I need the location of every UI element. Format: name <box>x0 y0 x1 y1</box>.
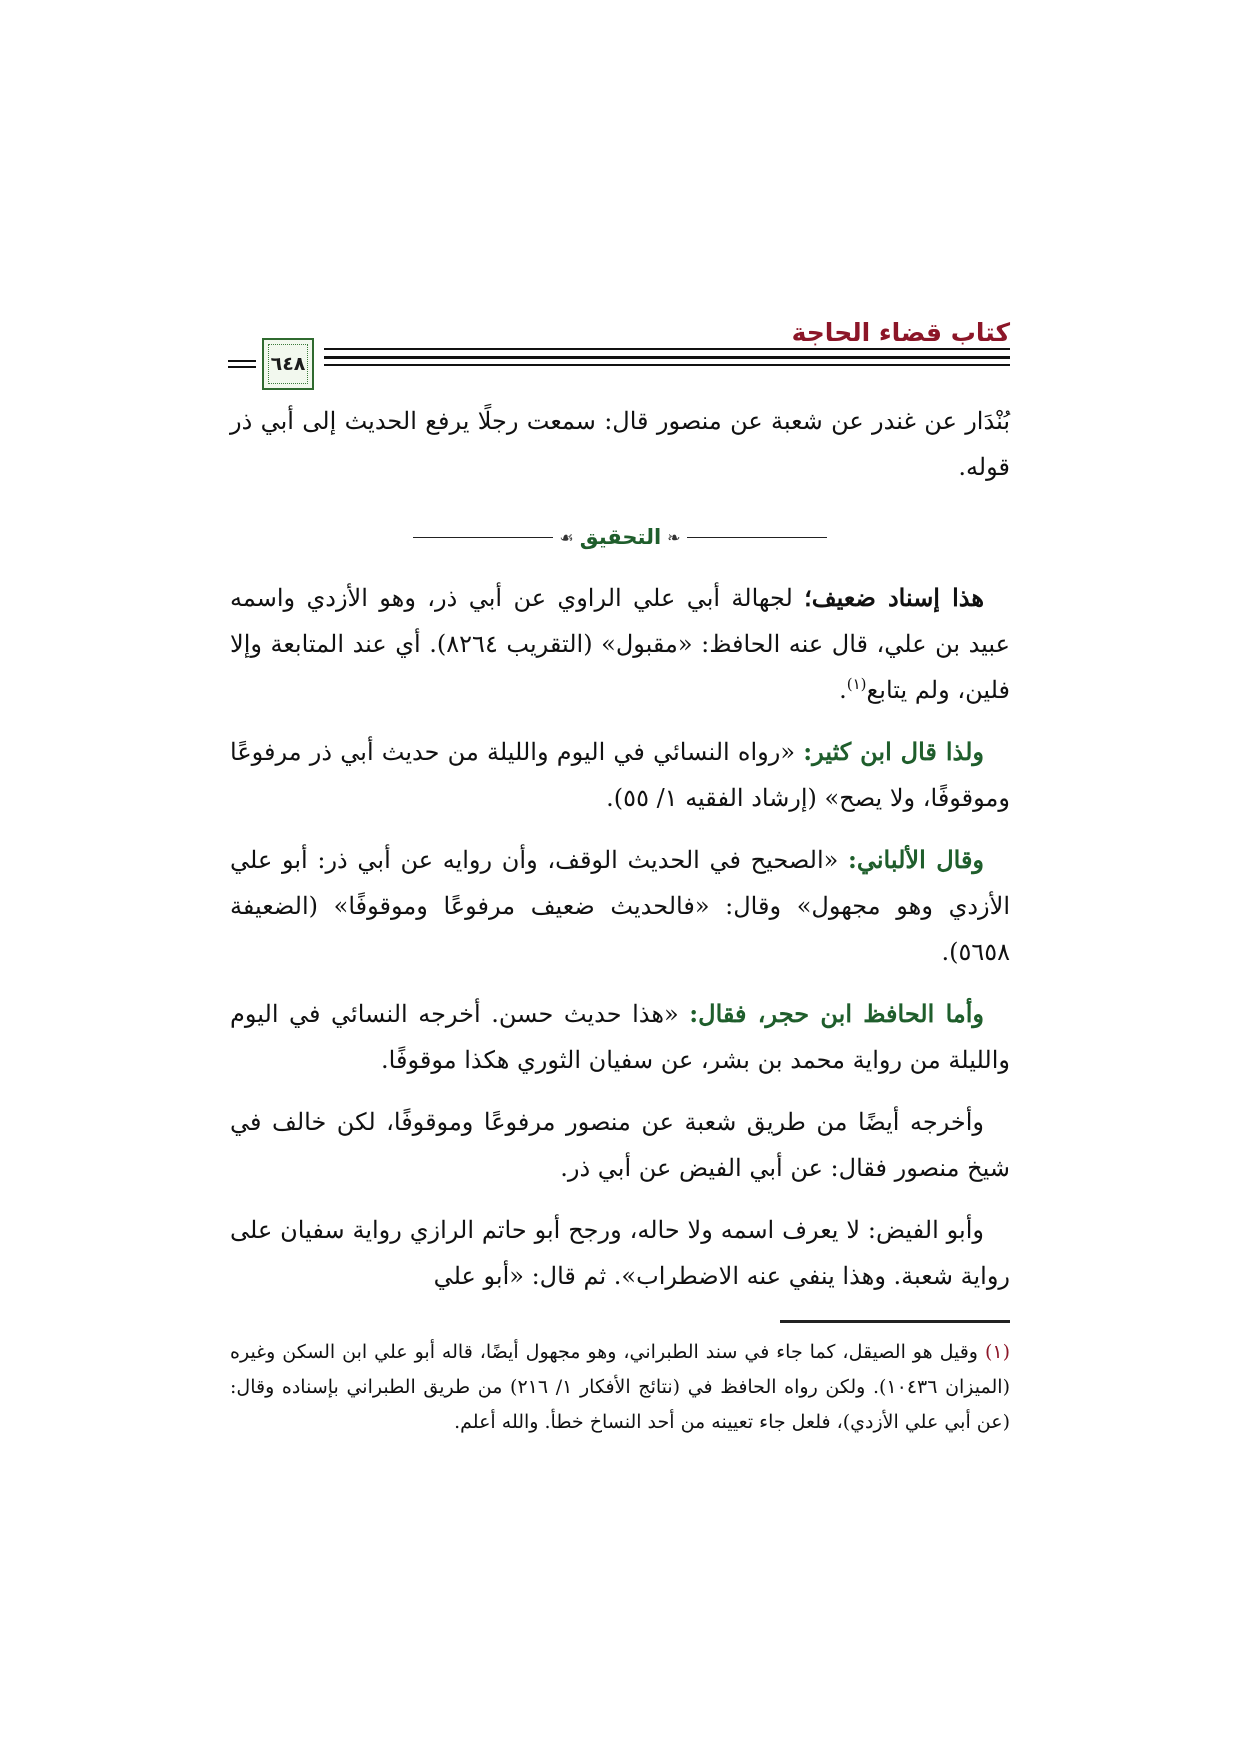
paragraph-ibn-kathir <box>230 729 1010 821</box>
paragraph-isnad <box>230 575 1010 713</box>
paragraph-abu-alfayd <box>230 1207 1010 1299</box>
intro-paragraph: بُنْدَار عن غندر عن شعبة عن منصور قال: سمعت رجلًا يرفع الحديث إلى أبي ذر قوله. <box>230 407 1010 481</box>
footnote <box>230 1335 1010 1440</box>
header-rule-short <box>228 360 256 362</box>
main-text-block <box>230 575 1010 1315</box>
paragraph-shuba <box>230 1099 1010 1191</box>
paragraph-ibn-hajar <box>230 991 1010 1083</box>
paragraph-body: وأبو الفيض: لا يعرف اسمه ولا حاله، ورجح أبو حاتم الرازي رواية سفيان على رواية شعبة. وهذا ينفي عنه الاضطراب». ثم قال: «أبو علي <box>230 1216 1010 1290</box>
header-rule <box>324 364 1010 366</box>
header-rule <box>324 356 1010 359</box>
ornament-icon: ☙ <box>559 527 574 547</box>
page-number-badge <box>262 338 314 390</box>
ornament-icon: ❧ <box>667 527 681 547</box>
paragraph-body: «الصحيح في الحديث الوقف، وأن روايه عن أبي ذر: أبو علي الأزدي وهو مجهول» وقال: «فالحديث ضعيف مرفوعًا وموقوفًا» (الضعيفة ٥٦٥٨). <box>230 846 1010 966</box>
paragraph-albani <box>230 837 1010 975</box>
header-rule <box>324 348 1010 350</box>
divider-line <box>413 537 553 538</box>
footnote-separator <box>780 1320 1010 1323</box>
footnote-ref[interactable]: (١) <box>846 675 867 693</box>
divider-line <box>687 537 827 538</box>
paragraph-body: «رواه النسائي في اليوم والليلة من حديث أبي ذر مرفوعًا وموقوفًا، ولا يصح» (إرشاد الفقيه ١/ ٥٥). <box>230 738 1010 812</box>
section-divider <box>230 522 1010 552</box>
paragraph-tail: . <box>839 676 847 704</box>
paragraph-body: لجهالة أبي علي الراوي عن أبي ذر، وهو الأزدي واسمه عبيد بن علي، قال عنه الحافظ: «مقبول» (التقريب ٨٢٦٤). أي عند المتابعة وإلا فلين، ولم يتابع <box>230 584 1010 704</box>
intro-text-block <box>230 398 1010 506</box>
running-header <box>228 300 1010 395</box>
paragraph-lead: وقال الألباني: <box>848 845 984 874</box>
paragraph-lead: وأما الحافظ ابن حجر، فقال: <box>689 999 984 1028</box>
paragraph-body: «هذا حديث حسن. أخرجه النسائي في اليوم والليلة من رواية محمد بن بشر، عن سفيان الثوري هكذا موقوفًا. <box>230 1000 1010 1074</box>
section-heading: التحقيق <box>579 525 662 549</box>
footnote-number: (١) <box>984 1341 1010 1363</box>
header-rule-short <box>228 366 256 368</box>
page-number: ٦٤٨ <box>270 353 306 375</box>
paragraph-body: وأخرجه أيضًا من طريق شعبة عن منصور مرفوعًا وموقوفًا، لكن خالف في شيخ منصور فقال: عن أبي الفيض عن أبي ذر. <box>230 1108 1010 1182</box>
paragraph-lead: ولذا قال ابن كثير: <box>803 737 984 766</box>
footnote-text: وقيل هو الصيقل، كما جاء في سند الطبراني، وهو مجهول أيضًا، قاله أبو علي ابن السكن وغيره (الميزان ١٠٤٣٦). ولكن رواه الحافظ في (نتائج الأفكار ١/ ٢١٦) من طريق الطبراني بإسناده وقال: (عن أبي علي الأزدي)، فلعل جاء تعيينه من أحد النساخ خطأ. والله أعلم. <box>230 1341 1010 1433</box>
paragraph-lead: هذا إسناد ضعيف؛ <box>804 583 984 612</box>
book-title: كتاب قضاء الحاجة <box>791 318 1010 347</box>
